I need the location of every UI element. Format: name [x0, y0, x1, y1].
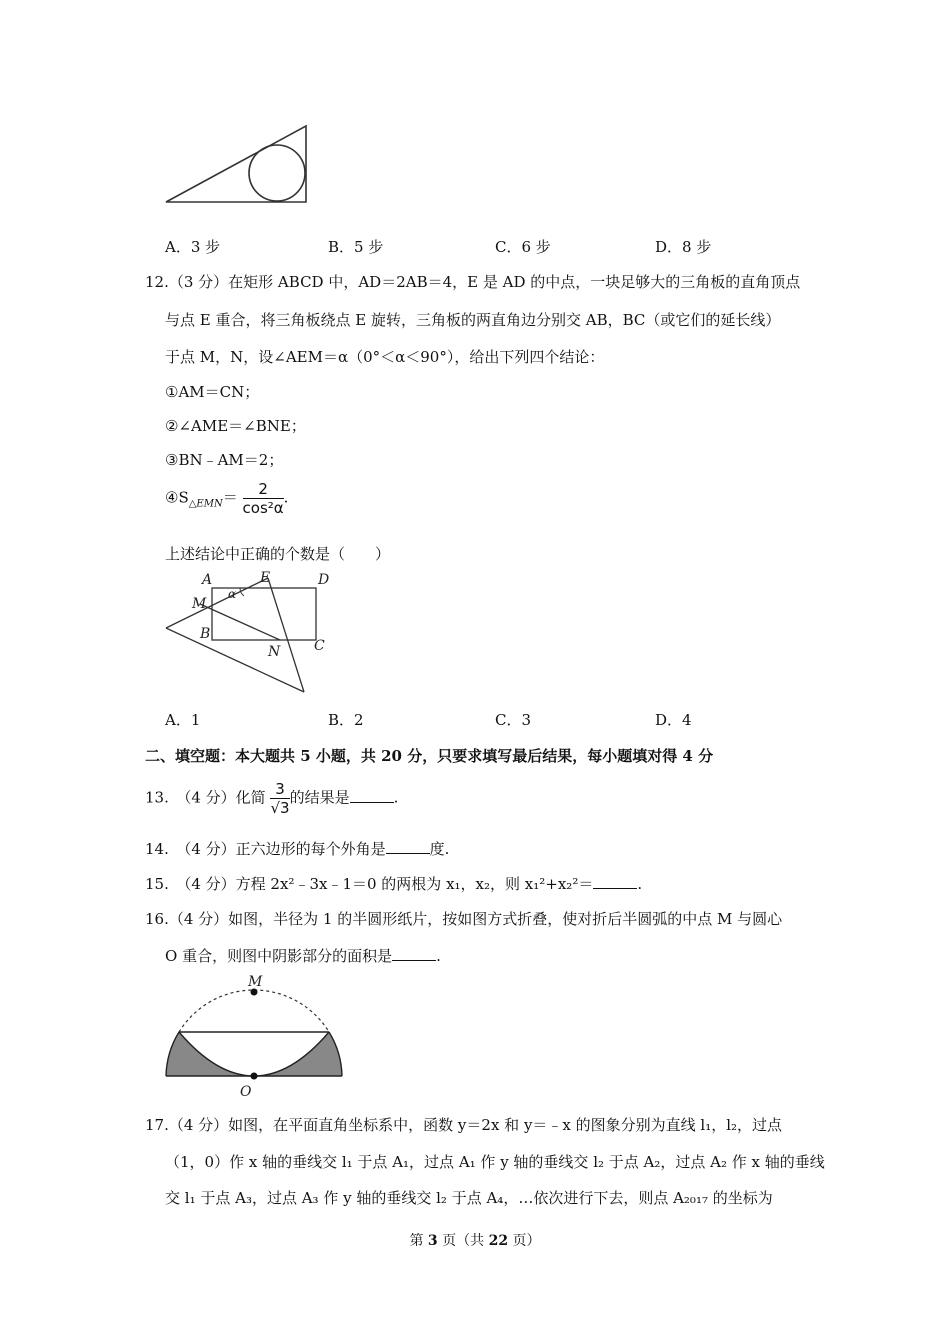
footer-mid: 页（共: [437, 1233, 489, 1249]
q12-option-a: A．1: [165, 711, 201, 729]
q13-post: 的结果是: [289, 788, 350, 807]
q12-c4-eq: ＝: [222, 488, 238, 507]
q12-c4-numerator: 2: [243, 480, 284, 499]
q17-line-1: 17.（4 分）如图，在平面直角坐标系中，函数 y＝2x 和 y＝﹣x 的图象分别为直线 l₁，l₂，过点: [145, 1116, 783, 1134]
q16-label-o: O: [240, 1084, 252, 1100]
q16-point-o: [251, 1073, 258, 1080]
q12-option-b: B．2: [328, 711, 364, 729]
q12-line-2: 与点 E 重合，将三角板绕点 E 旋转，三角板的两直角边分别交 AB，BC（或它们的延长线）: [165, 311, 781, 329]
q11-circle: [249, 145, 305, 201]
q16-shade-right: [254, 1032, 342, 1076]
q16-figure: [160, 972, 350, 1100]
q12-label-e: E: [260, 570, 271, 586]
q16-shade-left: [166, 1032, 254, 1076]
q12-c4-end: .: [283, 488, 289, 507]
q14-answer-blank[interactable]: [386, 839, 430, 854]
q12-angle-arc: [240, 588, 244, 596]
q15-text: 15. （4 分）方程 2x²﹣3x﹣1＝0 的两根为 x₁，x₂，则 x₁²+x₂²＝: [145, 875, 594, 893]
q16-text: O 重合，则图中阴影部分的面积是: [165, 947, 393, 965]
q17-line-3: 交 l₁ 于点 A₃，过点 A₃ 作 y 轴的垂线交 l₂ 于点 A₄，…依次进行下去，则点 A₂₀₁₇ 的坐标为: [165, 1189, 773, 1207]
q12-option-d: D．4: [655, 711, 692, 729]
q12-figure: [160, 568, 340, 696]
q13-answer-blank[interactable]: [350, 788, 394, 803]
q11-triangle: [166, 126, 306, 202]
q12-conclusion-3: ③BN﹣AM＝2；: [165, 451, 284, 469]
footer-post: 页）: [508, 1233, 541, 1249]
q14: [145, 838, 449, 859]
q13-pre: 13. （4 分）化简: [145, 788, 266, 807]
q12-conclusion-2: ②∠AME＝∠BNE；: [165, 417, 306, 435]
q12-line-en-ext: [268, 578, 304, 692]
q12-line-hyp: [166, 628, 304, 692]
q13-end: .: [393, 788, 399, 807]
footer-page-number: 3: [427, 1233, 438, 1249]
q12-conclusion-4: [165, 480, 288, 517]
section-2-heading: 二、填空题：本大题共 5 小题，共 20 分，只要求填写最后结果，每小题填对得 4 分: [145, 747, 714, 765]
q12-line-1: 12.（3 分）在矩形 ABCD 中，AD＝2AB＝4，E 是 AD 的中点，一块足够大的三角板的直角顶点: [145, 273, 801, 291]
footer-pre: 第: [409, 1233, 428, 1249]
q16-answer-blank[interactable]: [392, 946, 436, 961]
q13-denominator: √3: [270, 799, 290, 817]
q12-line-3: 于点 M，N，设∠AEM＝α（0°＜α＜90°），给出下列四个结论：: [165, 348, 605, 366]
page-footer: [0, 1230, 950, 1250]
q16-line-1: 16.（4 分）如图，半径为 1 的半圆形纸片，按如图方式折叠，使对折后半圆弧的中点 M 与圆心: [145, 910, 783, 928]
q15-end: .: [637, 875, 643, 893]
q12-c4-sub: △EMN: [188, 498, 223, 510]
q12-label-a: A: [202, 572, 213, 588]
q11-option-c: C．6 步: [495, 238, 551, 256]
q13-numerator: 3: [270, 780, 289, 799]
q12-label-c: C: [314, 638, 325, 654]
q12-label-b: B: [200, 626, 211, 642]
q12-label-alpha: α: [228, 587, 237, 601]
q14-pre: 14. （4 分）正六边形的每个外角是: [145, 840, 386, 858]
q12-conclusion-1: ①AM＝CN；: [165, 383, 260, 401]
q12-c4-denominator: cos²α: [242, 499, 284, 517]
q13-fraction: [270, 780, 289, 817]
q16-line-2: [165, 945, 441, 966]
q12-option-c: C．3: [495, 711, 532, 729]
q13: [145, 780, 398, 817]
q11-option-b: B．5 步: [328, 238, 384, 256]
q15-answer-blank[interactable]: [593, 874, 637, 889]
q14-post: 度.: [429, 840, 450, 858]
q16-end: .: [436, 947, 441, 965]
footer-total-pages: 22: [488, 1233, 509, 1249]
q16-label-m: M: [248, 974, 263, 990]
q12-c4-fraction: [243, 480, 284, 517]
q12-label-d: D: [318, 572, 330, 588]
q11-option-a: A．3 步: [165, 238, 221, 256]
q16-dashed-arc: [179, 990, 329, 1032]
q15: [145, 873, 642, 894]
q12-label-n: N: [268, 644, 281, 660]
q11-figure: [160, 120, 315, 210]
q12-ask: 上述结论中正确的个数是（ ）: [165, 545, 391, 563]
q12-line-em-ext: [166, 578, 268, 628]
q12-label-m: M: [192, 596, 207, 612]
q17-line-2: （1，0）作 x 轴的垂线交 l₁ 于点 A₁，过点 A₁ 作 y 轴的垂线交 l₂ 于点 A₂，过点 A₂ 作 x 轴的垂线: [165, 1153, 825, 1171]
q11-option-d: D．8 步: [655, 238, 712, 256]
q12-c4-prefix: ④S: [165, 488, 189, 507]
